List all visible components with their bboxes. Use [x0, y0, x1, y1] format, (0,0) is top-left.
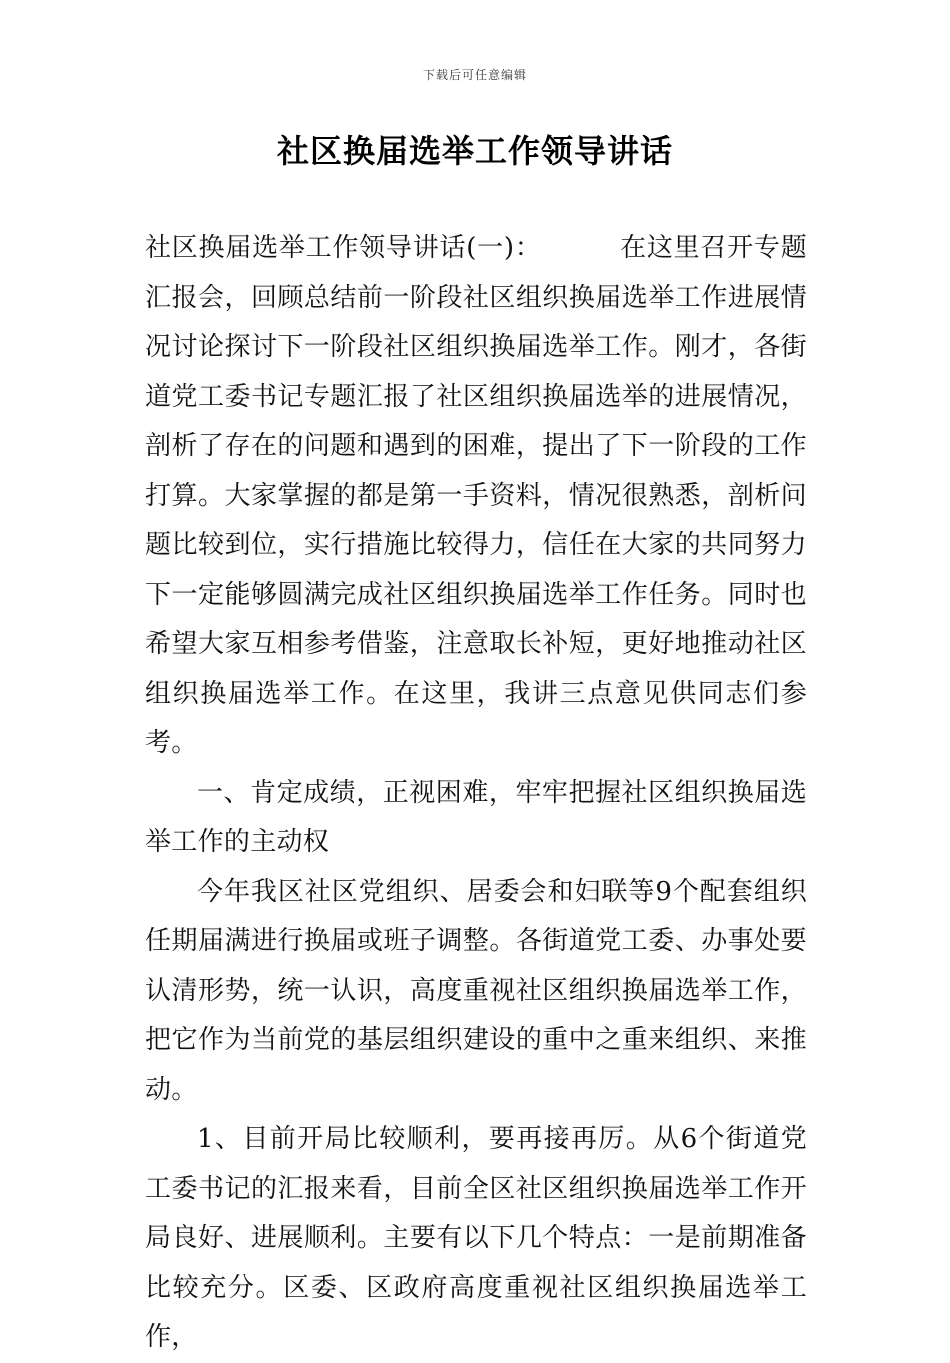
section-heading-one: 一、肯定成绩，正视困难，牢牢把握社区组织换届选举工作的主动权	[145, 777, 807, 857]
paragraph-progress: 1、目前开局比较顺利，要再接再厉。从6个街道党工委书记的汇报来看，目前全区社区组织换届选举工作开局良好、进展顺利。主要有以下几个特点：一是前期准备比较充分。区委、区政府高度重视社区组织换届选举工作，	[145, 1124, 807, 1352]
intro-lead: 社区换届选举工作领导讲话(一)：	[145, 233, 542, 263]
paragraph-organizations: 今年我区社区党组织、居委会和妇联等9个配套组织任期届满进行换届或班子调整。各街道党工委、办事处要认清形势，统一认识，高度重视社区组织换届选举工作，把它作为当前党的基层组织建设的重中之重来组织、来推动。	[145, 876, 807, 1105]
header-note: 下载后可任意编辑	[422, 68, 527, 82]
document-title: 社区换届选举工作领导讲话	[276, 132, 673, 170]
paragraph-intro	[145, 224, 807, 769]
intro-text: 在这里召开专题汇报会，回顾总结前一阶段社区组织换届选举工作进展情况讨论探讨下一阶段社区组织换届选举工作。刚才，各街道党工委书记专题汇报了社区组织换届选举的进展情况，剖析了存在的问题和遇到的困难，提出了下一阶段的工作打算。大家掌握的都是第一手资料，情况很熟悉，剖析问题比较到位，实行措施比较得力，信任在大家的共同努力下一定能够圆满完成社区组织换届选举工作任务。同时也希望大家互相参考借鉴，注意取长补短，更好地推动社区组织换届选举工作。在这里，我讲三点意见供同志们参考。	[145, 233, 807, 758]
document-body	[145, 224, 807, 1363]
